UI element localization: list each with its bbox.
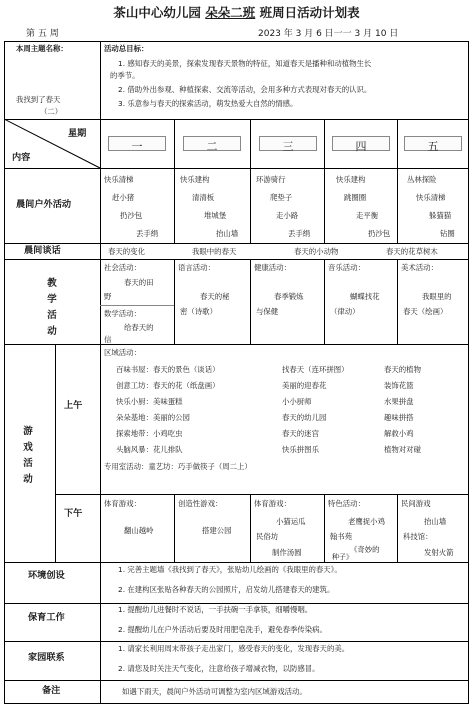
pm-activity: 搭建公园	[202, 526, 232, 535]
day-header-wed: 三	[259, 136, 317, 151]
morning-activity: 堆城堡	[204, 211, 227, 220]
morning-activity: 爬垫子	[270, 193, 293, 202]
notes-label: 备注	[42, 685, 61, 696]
area-activity: 快乐拼图乐	[282, 445, 319, 454]
teaching-item: 给春天的	[124, 323, 154, 332]
goal-item: 2. 借助外出参观、种植探索、交流等活动，会用多种方式表现对春天的认识。	[118, 85, 372, 94]
area-label: 区域活动：	[104, 348, 141, 357]
home-label: 家园联系	[28, 652, 65, 663]
day-header-mon: 一	[108, 136, 166, 151]
teaching-item: 社会活动：	[104, 263, 141, 272]
pm-activity: 抬山墙	[424, 517, 447, 526]
plan-table	[4, 41, 469, 704]
corner-weekday-label: 星期	[68, 128, 87, 139]
area-activity: 朵朵基地：美丽的公园	[116, 413, 190, 422]
pm-activity: 特色活动：	[328, 499, 365, 508]
theme-name: 我找到了春天	[16, 95, 61, 104]
pm-activity: 创造性游戏：	[178, 499, 223, 508]
home-item: 1. 请家长利用周末带孩子走出家门，感受春天的变化，发现春天的美。	[118, 644, 350, 653]
teaching-item: 春季锻炼	[274, 292, 304, 301]
area-activity: 水果拼盘	[384, 397, 414, 406]
teaching-item: 春天的田	[124, 278, 154, 287]
games-label: 活	[23, 458, 33, 469]
date-range: 2023 年 3 月 6 日一一 3 月 10 日	[258, 29, 399, 39]
area-activity: 快乐小厨：美味蛋糕	[116, 397, 183, 406]
teaching-item: 健康活动：	[254, 263, 291, 272]
pm-activity: 老鹰捉小鸡	[348, 517, 385, 526]
morning-activity: 钻圈	[440, 229, 455, 238]
morning-activity: 躲猫猫	[429, 211, 452, 220]
goal-item: 的季节。	[110, 71, 140, 80]
talk-topic: 春天的变化	[108, 247, 145, 256]
morning-activity: 快乐清梯	[104, 175, 134, 184]
morning-activity: 走平衡	[356, 211, 379, 220]
morning-activity: 赶小猪	[112, 193, 135, 202]
care-item: 1. 提醒幼儿进餐时不说话，一手扶碗一手拿筷，细嚼慢咽。	[118, 605, 313, 614]
pm-activity: 体育游戏：	[104, 499, 141, 508]
morning-activity: 清清板	[192, 193, 215, 202]
teaching-item: 数学活动：	[104, 309, 141, 318]
area-activity: 小小厨师	[282, 397, 312, 406]
talk-topic: 春天的小动物	[294, 247, 339, 256]
teaching-item: 蝴蝶找花	[350, 292, 380, 301]
area-activity: 百味书屋：春天的景色（谈话）	[116, 365, 220, 374]
morning-activity: 扔沙包	[120, 211, 143, 220]
area-activity: 趣味拼搭	[384, 413, 414, 422]
pm-activity: 民间游戏	[401, 499, 431, 508]
school-name: 茶山中心幼儿园	[113, 5, 201, 20]
subheader	[0, 26, 473, 40]
pm-activity: 翻山越岭	[124, 526, 154, 535]
teaching-item: 我眼里的	[422, 292, 452, 301]
morning-activity: 丢手绢	[136, 229, 159, 238]
special-room-activity: 专用室活动：童艺坊：巧手做筷子（周二上）	[104, 462, 252, 471]
env-label: 环境创设	[28, 570, 65, 581]
games-afternoon-label: 下午	[64, 508, 83, 519]
teaching-label: 活	[47, 310, 57, 321]
area-activity: 解救小鸡	[384, 429, 414, 438]
morning-activity: 快乐建构	[336, 175, 366, 184]
week-number: 第 五 周	[26, 29, 59, 39]
title-suffix: 班周日活动计划表	[259, 5, 360, 20]
goal-item: 3. 乐意参与春天的探索活动，萌发热爱大自然的情感。	[118, 99, 298, 108]
pm-activity: 小猫运瓜	[276, 517, 306, 526]
morning-activity: 扔沙包	[368, 229, 391, 238]
morning-activity: 快乐建构	[180, 175, 210, 184]
teaching-item: （律动）	[330, 307, 360, 316]
games-label: 动	[23, 474, 33, 485]
area-activity: 探索地带：小鸡吃虫	[116, 429, 183, 438]
morning-activity: 环游骑行	[256, 175, 286, 184]
env-item: 1. 完善主题墙《我找到了春天》，张贴幼儿绘画的《我眼里的春天》。	[118, 565, 342, 574]
pm-activity: 种子》	[332, 553, 353, 561]
corner-content-label: 内容	[12, 152, 31, 163]
teaching-label: 教	[47, 278, 57, 289]
teaching-item: 密（诗歌）	[180, 307, 217, 316]
morning-activity: 走小路	[276, 211, 299, 220]
teaching-item: 春天（绘画）	[403, 307, 448, 316]
area-activity: 春天的植物	[384, 365, 421, 374]
area-activity: 创意工坊：春天的花（纸盘画）	[116, 381, 220, 390]
games-label: 游	[23, 426, 33, 437]
day-header-thu: 四	[332, 136, 390, 151]
pm-activity: 翰书苑	[330, 532, 353, 541]
day-header-fri: 五	[404, 136, 462, 151]
talk-topic: 我眼中的春天	[192, 247, 237, 256]
morning-label: 晨间户外活动	[16, 199, 72, 210]
teaching-item: 野	[104, 292, 112, 301]
morning-activity: 丢手绢	[288, 229, 311, 238]
pm-activity: 发射火箭	[424, 548, 454, 557]
morning-activity: 快乐清梯	[416, 193, 446, 202]
talk-topic: 春天的花草树木	[386, 247, 438, 256]
goals-label: 活动总目标：	[104, 44, 149, 53]
pm-activity: 制作汤圆	[272, 548, 302, 557]
theme-label: 本周主题名称：	[16, 44, 68, 53]
pm-activity: 《奇妙的	[350, 545, 380, 554]
teaching-item: 美术活动：	[401, 263, 438, 272]
teaching-label: 学	[47, 294, 57, 305]
page-title	[0, 3, 473, 21]
area-activity: 头脑风暴：花儿排队	[116, 445, 183, 454]
talk-label: 晨间谈话	[24, 245, 61, 256]
care-label: 保育工作	[28, 612, 65, 623]
games-morning-label: 上午	[64, 400, 83, 411]
morning-activity: 丛林探险	[407, 175, 437, 184]
teaching-item: 信	[104, 335, 112, 344]
env-item: 2. 在建构区张贴各种春天的公园照片，启发幼儿搭建春天的建筑。	[118, 585, 335, 594]
teaching-item: 与保健	[256, 307, 279, 316]
home-item: 2. 请您及时关注天气变化，注意给孩子增减衣物，以防感冒。	[118, 664, 320, 673]
teaching-label: 动	[47, 326, 57, 337]
theme-name-suffix: （二）	[40, 107, 63, 116]
pm-activity: 民俗坊	[256, 532, 279, 541]
notes-text: 如遇下雨天，晨间户外活动可调整为室内区域游戏活动。	[122, 687, 307, 696]
care-item: 2. 提醒幼儿在户外活动后要及时用肥皂洗手，避免春季传染病。	[118, 625, 327, 634]
day-header-tue: 二	[183, 136, 241, 151]
games-label: 戏	[23, 442, 33, 453]
class-name: 朵朵二班	[205, 5, 256, 20]
pm-activity: 体育游戏：	[254, 499, 291, 508]
morning-activity: 跳圈圈	[344, 193, 367, 202]
area-activity: 美丽的迎春花	[282, 381, 327, 390]
teaching-item: 语言活动：	[178, 263, 215, 272]
pm-activity: 科技馆：	[403, 532, 433, 541]
area-activity: 植物对对碰	[384, 445, 421, 454]
goal-item: 1. 感知春天的美景，探索发现春天景物的特征，知道春天是播种和动植物生长	[118, 59, 372, 68]
area-activity: 春天的幼儿园	[282, 413, 327, 422]
area-activity: 找春天（连环拼图）	[282, 365, 349, 374]
teaching-item: 春天的秘	[200, 292, 230, 301]
morning-activity: 抬山墙	[216, 229, 239, 238]
area-activity: 春天的迷宫	[282, 429, 319, 438]
teaching-item: 音乐活动：	[328, 263, 365, 272]
area-activity: 装饰花篮	[384, 381, 414, 390]
